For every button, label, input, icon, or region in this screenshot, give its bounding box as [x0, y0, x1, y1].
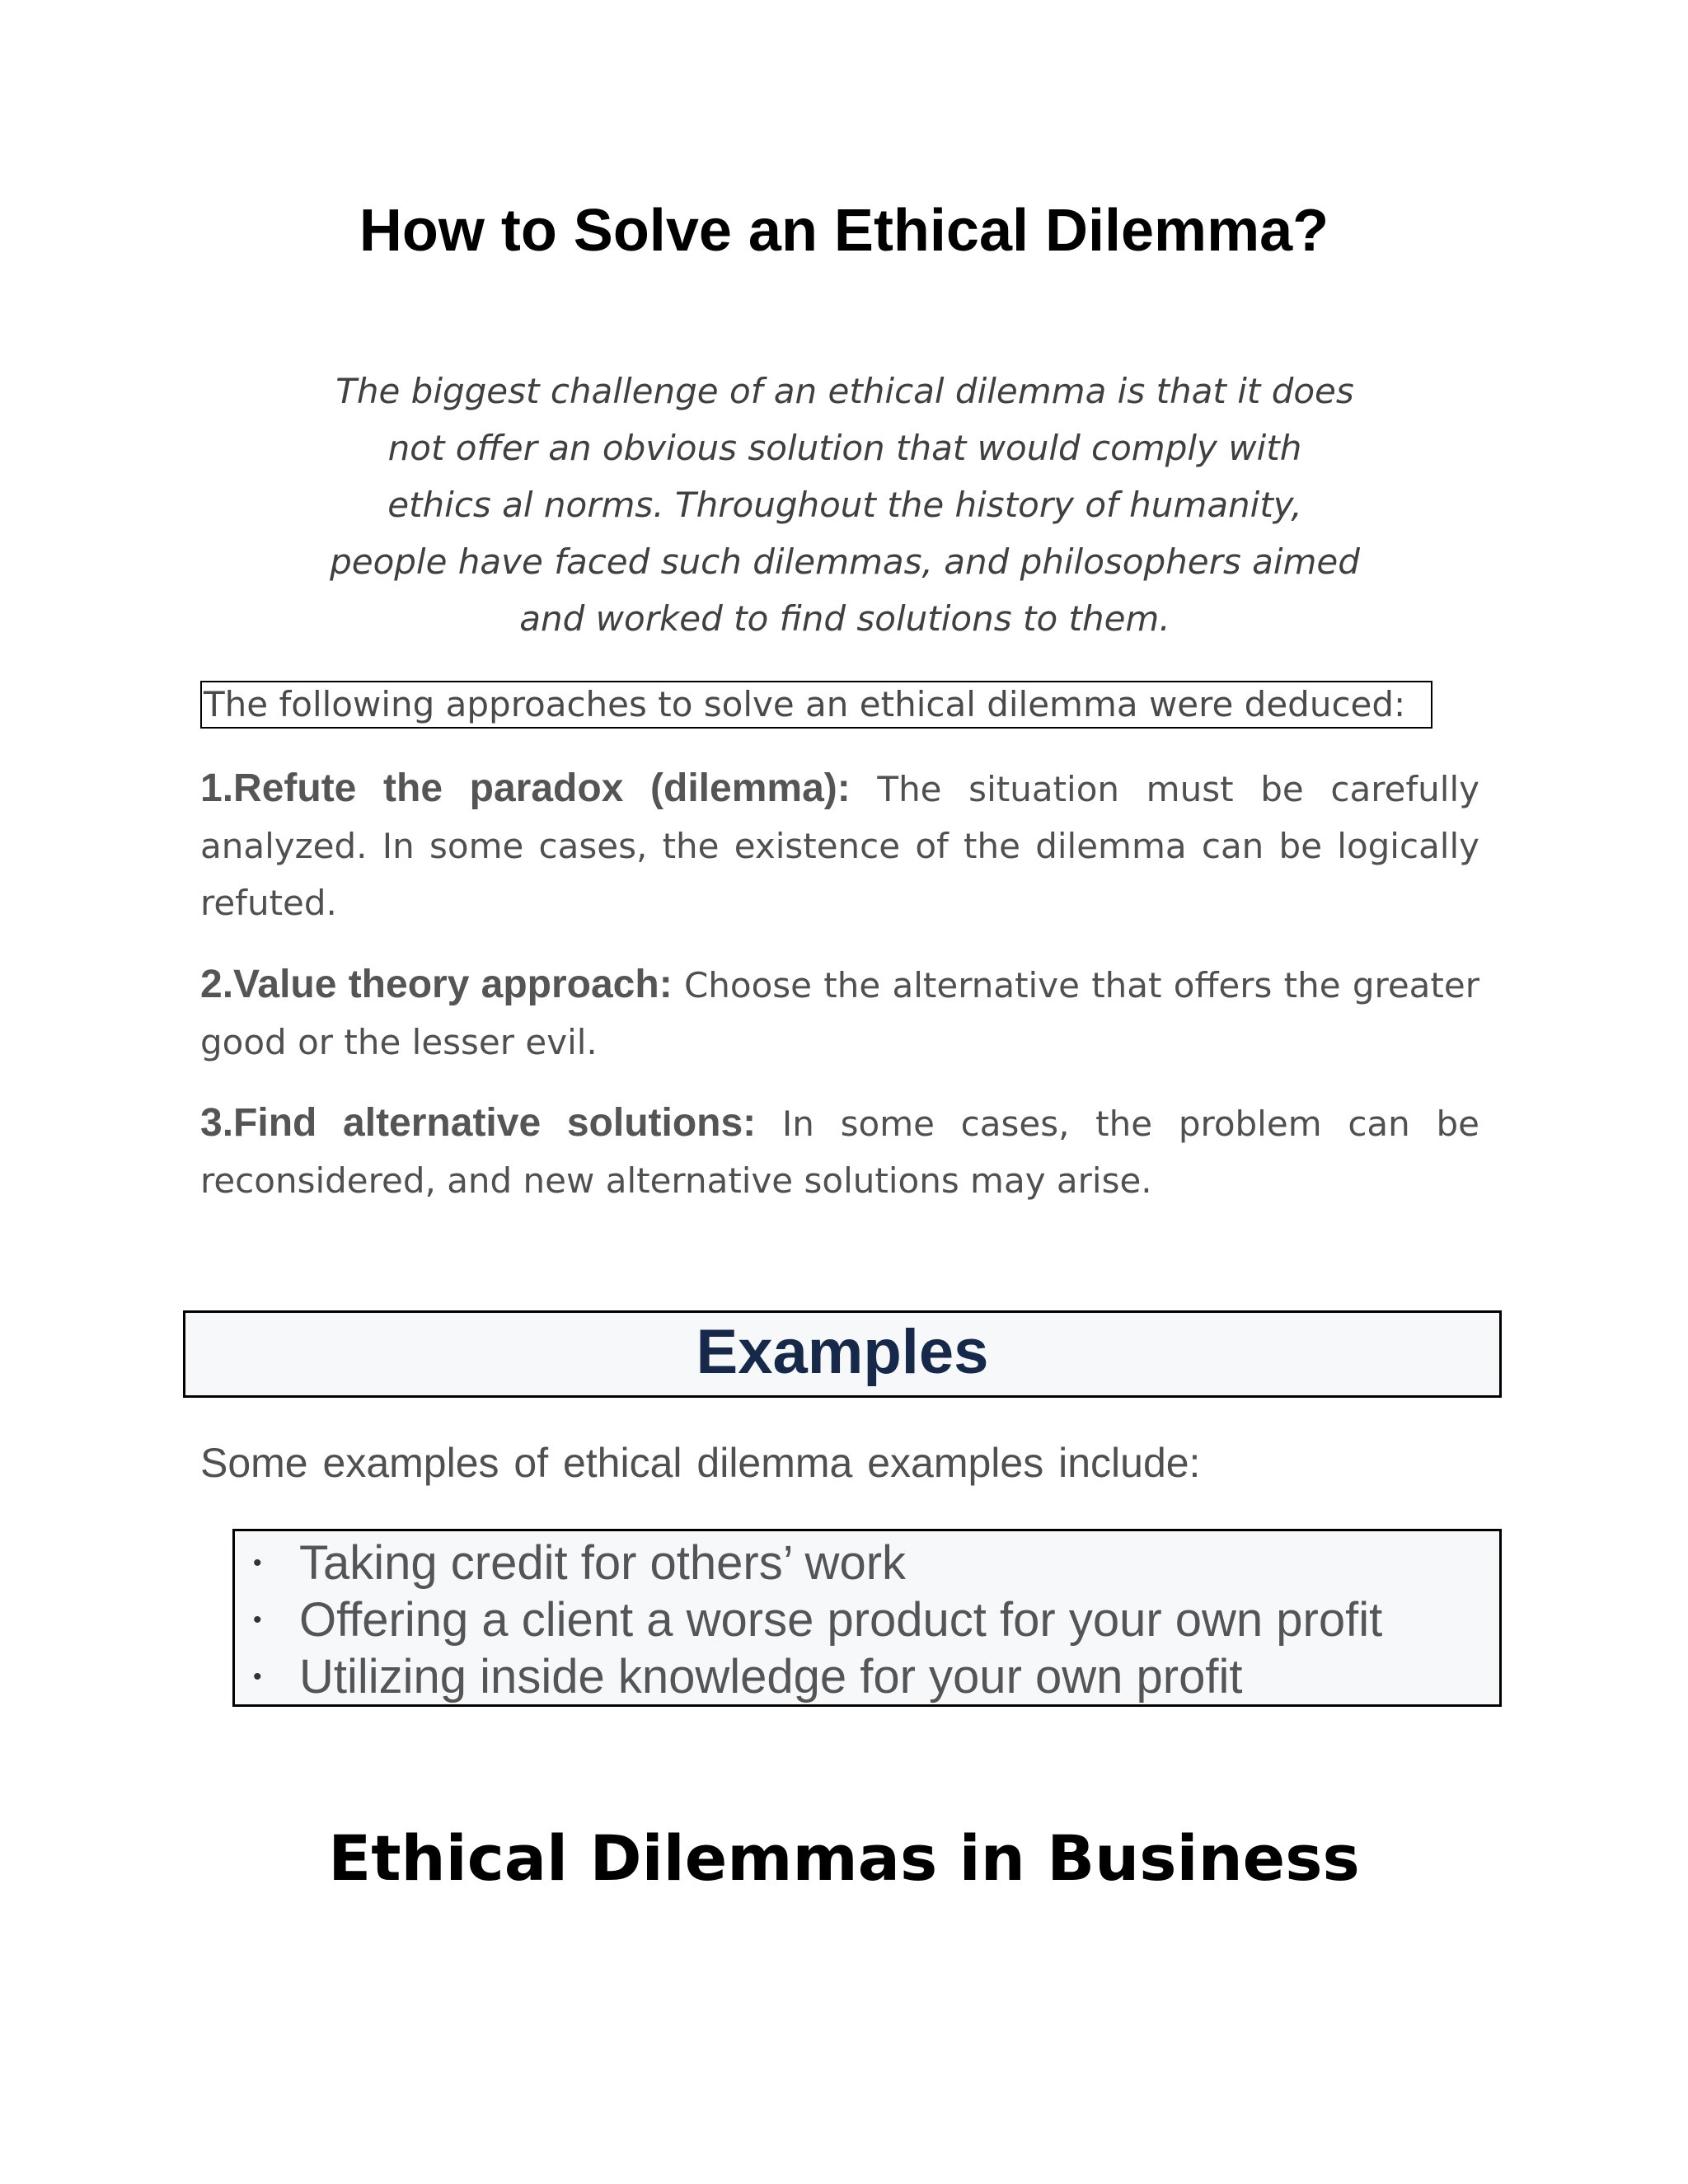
list-item — [235, 1648, 1499, 1705]
intro-quote — [313, 363, 1376, 647]
list-item-text: Offering a client a worse product for your own profit — [299, 1593, 1383, 1647]
examples-intro: Some examples of ethical dilemma examples include: — [200, 1440, 1201, 1486]
bullet-icon: • — [253, 1663, 262, 1690]
examples-heading: Examples — [696, 1317, 989, 1387]
intro-line: not offer an obvious solution that would comply with — [387, 428, 1302, 468]
examples-banner — [183, 1310, 1502, 1398]
intro-line: ethics al norms. Throughout the history of humanity, — [387, 485, 1302, 525]
list-item — [235, 1535, 1499, 1591]
approach-item — [200, 760, 1479, 931]
approaches-intro-box: The following approaches to solve an ethical dilemma were deduced: — [200, 681, 1432, 729]
list-item-text: Taking credit for others’ work — [299, 1536, 907, 1590]
list-item-text: Utilizing inside knowledge for your own profit — [299, 1650, 1243, 1704]
examples-list-box — [232, 1529, 1502, 1707]
bullet-icon: • — [253, 1606, 262, 1633]
intro-line: The biggest challenge of an ethical dilemma is that it does — [335, 371, 1354, 411]
approach-heading: 2.Value theory approach: — [200, 963, 673, 1006]
approach-heading: 3.Find alternative solutions: — [200, 1101, 757, 1145]
approach-text: The situation must be carefully analyzed. In some cases, the existence of the dilemma can be logically refuted. — [200, 769, 1479, 923]
section-title: Ethical Dilemmas in Business — [328, 1821, 1360, 1895]
bullet-icon: • — [253, 1549, 262, 1577]
page-title: How to Solve an Ethical Dilemma? — [359, 198, 1329, 264]
intro-line: and worked to find solutions to them. — [519, 598, 1170, 639]
intro-line: people have faced such dilemmas, and philosophers aimed — [330, 541, 1360, 582]
approach-text: Choose the alternative that offers the greater good or the lesser evil. — [200, 965, 1479, 1062]
approach-text: In some cases, the problem can be reconsidered, and new alternative solutions may arise. — [200, 1104, 1479, 1201]
approach-item — [200, 956, 1479, 1071]
approach-item — [200, 1094, 1479, 1209]
list-item — [235, 1591, 1499, 1648]
approach-heading: 1.Refute the paradox (dilemma): — [200, 766, 851, 810]
examples-list — [235, 1531, 1499, 1705]
